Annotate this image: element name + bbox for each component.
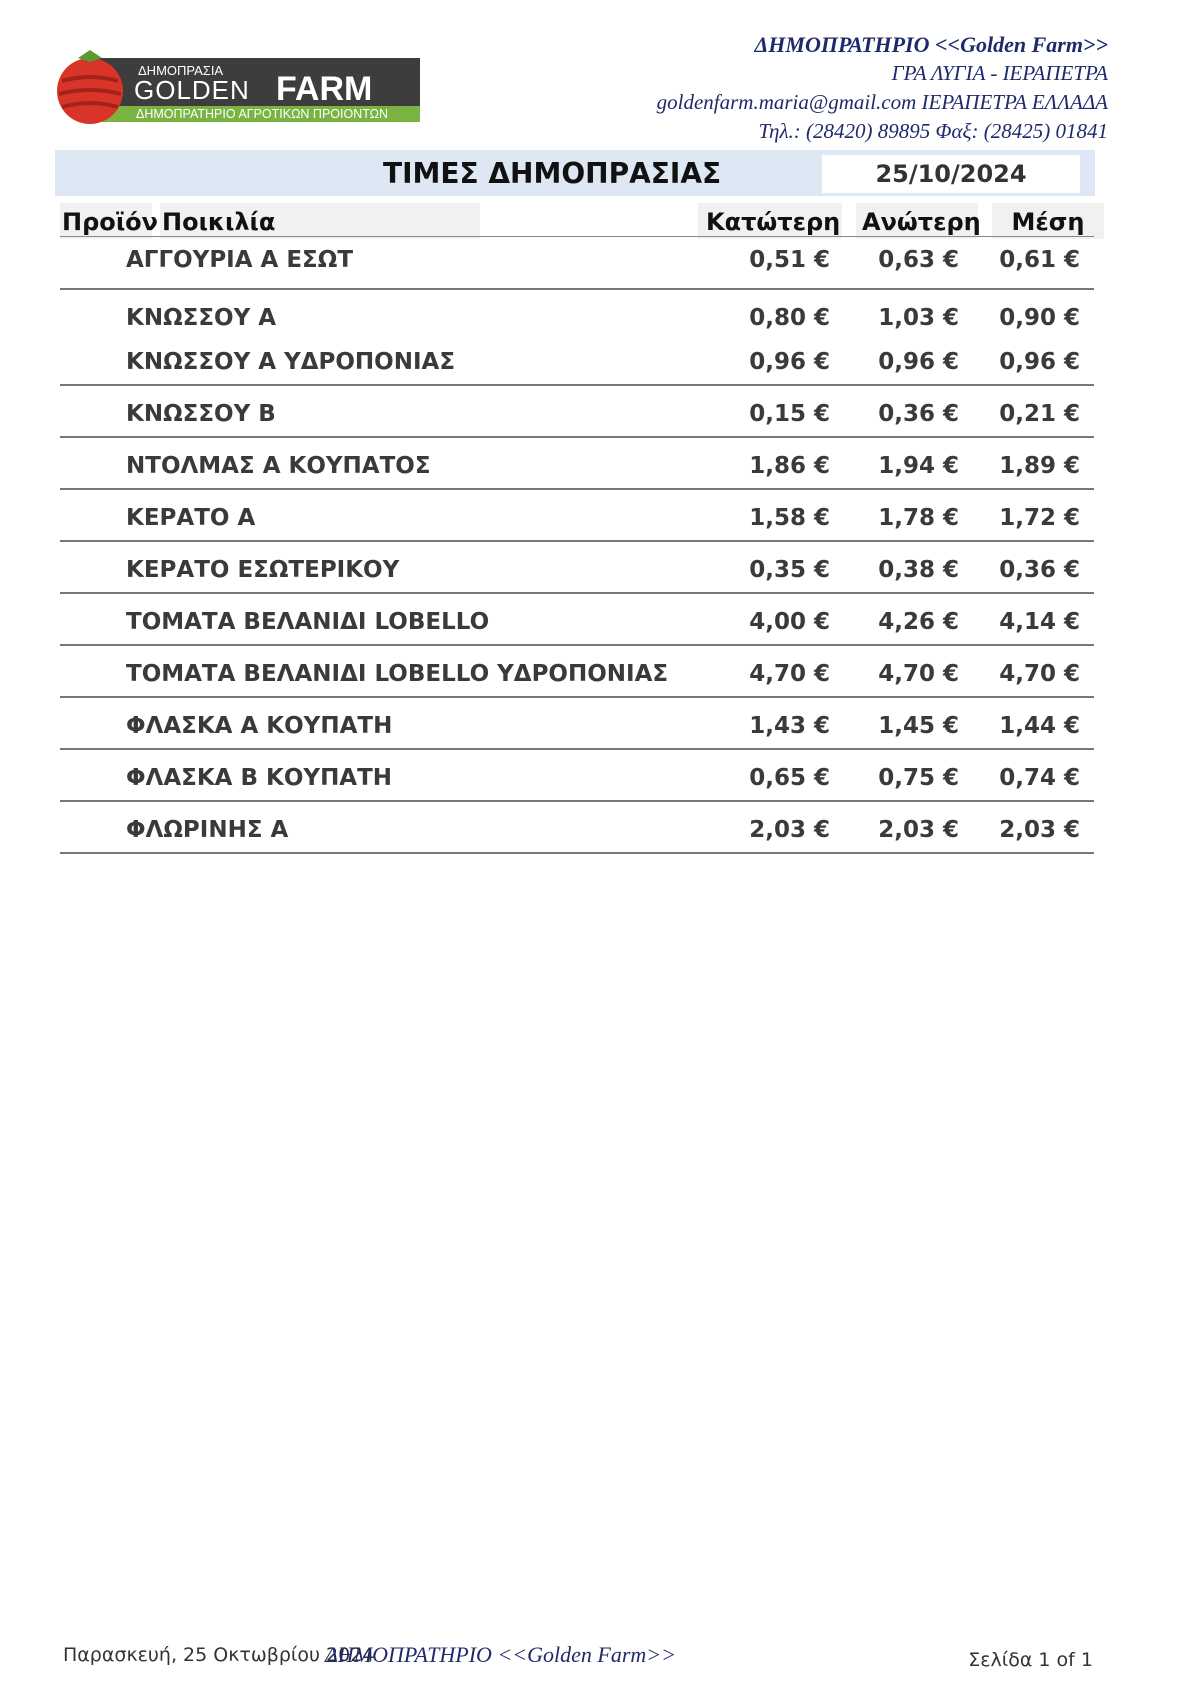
company-info (657, 30, 1108, 146)
variety-name: ΚΝΩΣΣΟΥ Β (126, 401, 276, 427)
table-row (60, 548, 1094, 592)
price-min: 0,65 € (749, 765, 830, 791)
table-group (60, 698, 1094, 750)
variety-name: ΚΕΡΑΤΟ ΕΣΩΤΕΡΙΚΟΥ (126, 557, 400, 583)
company-email: goldenfarm.maria@gmail.com ΙΕΡΑΠΕΤΡΑ ΕΛΛΑΔΑ (656, 90, 1108, 114)
price-max: 1,45 € (878, 713, 959, 739)
price-max: 4,70 € (878, 661, 959, 687)
price-max: 1,03 € (878, 305, 959, 331)
price-avg: 0,96 € (999, 349, 1080, 375)
price-avg: 0,90 € (999, 305, 1080, 331)
table-row (60, 238, 1094, 282)
table-group (60, 290, 1094, 386)
variety-name: ΦΛΑΣΚΑ Β ΚΟΥΠΑΤΗ (126, 765, 393, 791)
price-max: 1,78 € (878, 505, 959, 531)
col-variety: Ποικιλία (160, 203, 480, 239)
table-row (60, 704, 1094, 748)
price-max: 2,03 € (878, 817, 959, 843)
svg-text:FARM: FARM (276, 70, 373, 108)
table-group (60, 542, 1094, 594)
page-title: ΤΙΜΕΣ ΔΗΜΟΠΡΑΣΙΑΣ (383, 157, 722, 190)
price-avg: 0,74 € (999, 765, 1080, 791)
price-avg: 0,61 € (999, 247, 1080, 273)
price-avg: 1,89 € (999, 453, 1080, 479)
price-min: 4,70 € (749, 661, 830, 687)
price-max: 0,63 € (878, 247, 959, 273)
price-avg: 1,72 € (999, 505, 1080, 531)
table-group (60, 750, 1094, 802)
price-min: 0,51 € (749, 247, 830, 273)
price-max: 0,38 € (878, 557, 959, 583)
price-min: 1,43 € (749, 713, 830, 739)
table-row (60, 756, 1094, 800)
price-table (60, 238, 1094, 854)
golden-farm-logo (54, 48, 424, 128)
table-group (60, 438, 1094, 490)
price-avg: 2,03 € (999, 817, 1080, 843)
table-group (60, 490, 1094, 542)
variety-name: ΚΝΩΣΣΟΥ Α (126, 305, 277, 331)
auction-date: 25/10/2024 (822, 155, 1080, 193)
footer-page-number: Σελίδα 1 of 1 (968, 1649, 1093, 1671)
price-avg: 0,21 € (999, 401, 1080, 427)
table-group (60, 386, 1094, 438)
variety-name: ΚΕΡΑΤΟ Α (126, 505, 256, 531)
company-phones: Τηλ.: (28420) 89895 Φαξ: (28425) 01841 (758, 119, 1108, 143)
price-max: 1,94 € (878, 453, 959, 479)
table-row (60, 340, 1094, 384)
footer-date: Παρασκευή, 25 Οκτωβρίου 2024 (63, 1644, 375, 1666)
price-max: 0,75 € (878, 765, 959, 791)
table-row (60, 392, 1094, 436)
col-min: Κατώτερη (698, 203, 842, 239)
price-avg: 4,70 € (999, 661, 1080, 687)
table-row (60, 496, 1094, 540)
price-avg: 4,14 € (999, 609, 1080, 635)
header-divider (60, 236, 1094, 237)
price-avg: 0,36 € (999, 557, 1080, 583)
table-row (60, 296, 1094, 340)
variety-name: ΚΝΩΣΣΟΥ Α ΥΔΡΟΠΟΝΙΑΣ (126, 349, 456, 375)
footer-company: ΔΗΜΟΠΡΑΤΗΡΙΟ <<Golden Farm>> (325, 1642, 676, 1667)
variety-name: ΦΛΩΡΙΝΗΣ Α (126, 817, 289, 843)
table-row (60, 808, 1094, 852)
variety-name: ΤΟΜΑΤΑ ΒΕΛΑΝΙΔΙ LOBELLO ΥΔΡΟΠΟΝΙΑΣ (126, 661, 669, 687)
price-max: 0,96 € (878, 349, 959, 375)
svg-text:ΔΗΜΟΠΡΑΣΙΑ: ΔΗΜΟΠΡΑΣΙΑ (138, 63, 224, 78)
variety-name: ΦΛΑΣΚΑ Α ΚΟΥΠΑΤΗ (126, 713, 393, 739)
variety-name: ΑΓΓΟΥΡΙΑ Α ΕΣΩΤ (126, 247, 354, 273)
price-max: 0,36 € (878, 401, 959, 427)
table-row (60, 600, 1094, 644)
price-min: 0,35 € (749, 557, 830, 583)
col-product: Προϊόν (60, 203, 152, 239)
price-max: 4,26 € (878, 609, 959, 635)
price-min: 0,80 € (749, 305, 830, 331)
table-group (60, 238, 1094, 290)
price-avg: 1,44 € (999, 713, 1080, 739)
table-row (60, 652, 1094, 696)
price-min: 1,86 € (749, 453, 830, 479)
company-location: ΓΡΑ ΛΥΓΙΑ - ΙΕΡΑΠΕΤΡΑ (891, 61, 1108, 85)
variety-name: ΝΤΟΛΜΑΣ Α ΚΟΥΠΑΤΟΣ (126, 453, 431, 479)
price-min: 2,03 € (749, 817, 830, 843)
table-group (60, 802, 1094, 854)
col-max: Ανώτερη (856, 203, 978, 239)
table-group (60, 594, 1094, 646)
price-min: 0,15 € (749, 401, 830, 427)
table-group (60, 646, 1094, 698)
col-avg: Μέση (992, 203, 1104, 239)
variety-name: ΤΟΜΑΤΑ ΒΕΛΑΝΙΔΙ LOBELLO (126, 609, 490, 635)
table-row (60, 444, 1094, 488)
price-min: 0,96 € (749, 349, 830, 375)
svg-text:GOLDEN: GOLDEN (134, 75, 250, 105)
svg-text:ΔΗΜΟΠΡΑΤΗΡΙΟ ΑΓΡΟΤΙΚΩΝ ΠΡΟΙΟΝΤ: ΔΗΜΟΠΡΑΤΗΡΙΟ ΑΓΡΟΤΙΚΩΝ ΠΡΟΙΟΝΤΩΝ (136, 107, 389, 121)
price-min: 1,58 € (749, 505, 830, 531)
company-name: ΔΗΜΟΠΡΑΤΗΡΙΟ <<Golden Farm>> (754, 32, 1108, 57)
price-min: 4,00 € (749, 609, 830, 635)
